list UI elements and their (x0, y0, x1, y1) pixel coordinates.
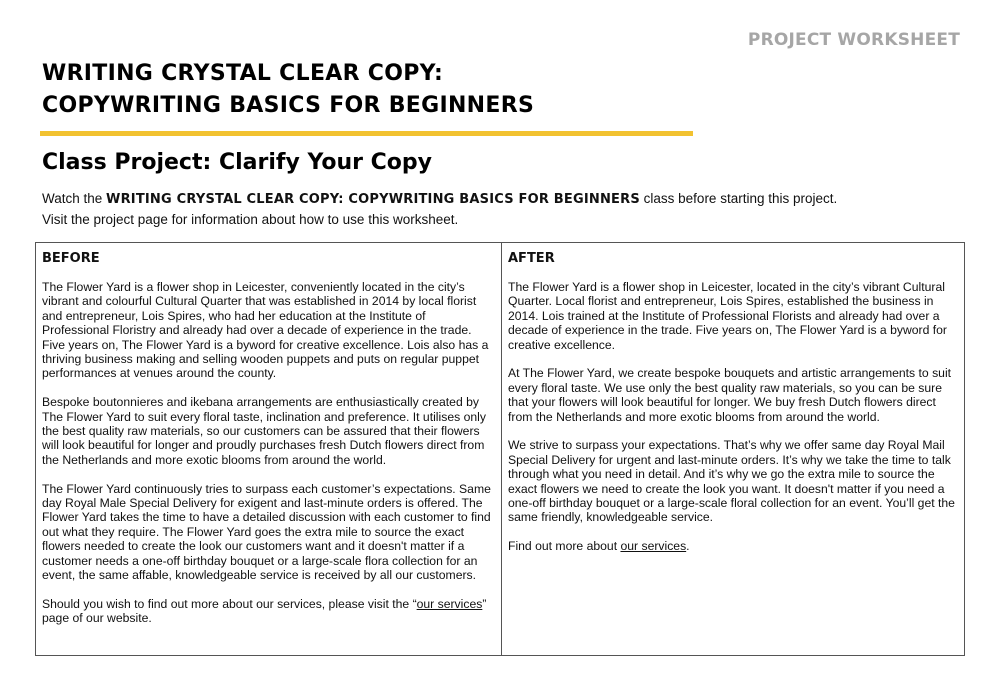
project-title: Class Project: Clarify Your Copy (42, 150, 432, 175)
instruction-watch-prefix: Watch the (42, 191, 107, 206)
instruction-watch (42, 189, 942, 210)
our-services-link[interactable]: our services (416, 596, 483, 611)
our-services-link[interactable]: our services (620, 539, 687, 554)
class-name: WRITING CRYSTAL CLEAR COPY: COPYWRITING BASICS FOR BEGINNERS (106, 192, 640, 207)
page-title (42, 58, 534, 122)
after-paragraph-2: At The Flower Yard, we create bespoke bouquets and artistic arrangements to suit every floral taste. We use only the best quality raw materials, so you can be sure that your flowers will look beautiful for longer. We buy fresh Dutch flowers direct from the Netherlands and more exotic blooms from around the world. (508, 366, 952, 424)
after-paragraph-3: We strive to surpass your expectations. That’s why we offer same day Royal Mail Special Delivery for urgent and last-minute orders. It’s why we take the time to talk through what you need in detail. And it’s why we go the extra mile to source the exact flowers we need to create the look you want. It doesn't matter if you need a one-off birthday bouquet or a large-scale floral collection for an event. You’ll get the same friendly, knowledgeable service. (508, 438, 955, 525)
worksheet-label: PROJECT WORKSHEET (747, 30, 960, 50)
after-paragraph-4 (508, 539, 958, 553)
before-p4-prefix: Should you wish to find out more about our services, please visit the “ (42, 596, 417, 611)
title-line-1: WRITING CRYSTAL CLEAR COPY: (42, 61, 444, 86)
before-paragraph-4 (42, 597, 495, 626)
after-p4-suffix: . (686, 539, 690, 554)
comparison-table (35, 242, 965, 656)
before-paragraph-3: The Flower Yard continuously tries to surpass each customer’s expectations. Same day Royal Male Special Delivery for exigent and last-minute orders is offered. The Flower Yard takes the time to have a detailed discussion with each customer to find out what they require. The Flower Yard goes the extra mile to source the exact flowers needed to create the look our customers want and it doesn't matter if a customer needs a one-off birthday bouquet or a large-scale flora collection for an event, the same affable, knowledgeable service is received by all our customers. (42, 481, 491, 583)
accent-divider (40, 131, 693, 136)
before-heading: BEFORE (42, 251, 100, 266)
before-p4-suffix: ” page of our website. (42, 596, 487, 626)
instructions (42, 189, 942, 230)
after-paragraph-1: The Flower Yard is a flower shop in Leicester, located in the city’s vibrant Cultural Quarter. Local florist and entrepreneur, Lois Spires, established the business in 2014. Lois trained at the Institute of Professional Florists and already had over a decade of experience in the trade. Five years on, The Flower Yard is a byword for creative excellence. (508, 280, 947, 352)
after-p4-prefix: Find out more about (508, 539, 621, 554)
before-paragraph-2: Bespoke boutonnieres and ikebana arrangements are enthusiastically created by The Flower Yard to suit every floral taste, inclination and preference. It utilises only the best quality raw materials, so our customers can be assured that their flowers will look beautiful for longer and proudly purchases fresh Dutch flowers direct from the Netherlands and more exotic blooms from around the world. (42, 395, 486, 467)
after-column (502, 243, 964, 655)
after-heading: AFTER (508, 251, 555, 266)
instruction-visit: Visit the project page for information about how to use this worksheet. (42, 212, 459, 227)
before-paragraph-1: The Flower Yard is a flower shop in Leicester, conveniently located in the city’s vibrant and colourful Cultural Quarter that was established in 2014 by local florist and entrepreneur, Lois Spires, who had her education at the Institute of Professional Floristry and already had over a decade of experience in the trade. Five years on, The Flower Yard is a byword for creative excellence. Lois also has a thriving business making and selling wooden puppets and puts on regular puppet performances at venues around the county. (42, 280, 489, 381)
instruction-watch-suffix: class before starting this project. (639, 191, 838, 206)
before-column (36, 243, 502, 655)
title-line-2: COPYWRITING BASICS FOR BEGINNERS (42, 93, 535, 118)
